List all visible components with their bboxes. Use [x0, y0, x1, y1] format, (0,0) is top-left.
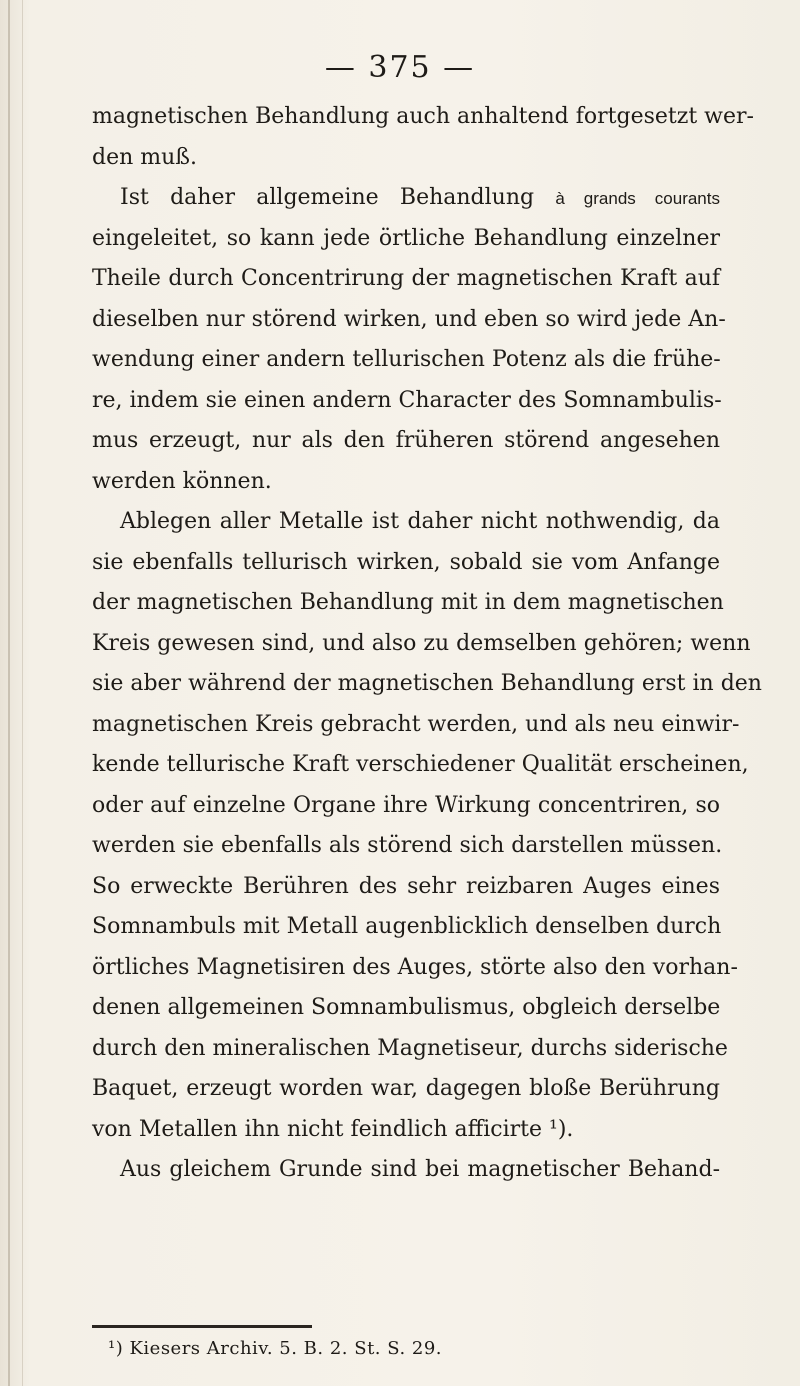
text-line: denen allgemeinen Somnambulismus, obgleich derselbe [92, 995, 721, 1020]
text-line: den muß. [92, 144, 197, 170]
body-text [92, 97, 762, 1191]
paragraph-start-line: Aus gleichem Grunde sind bei magnetischer Behand- [120, 1157, 720, 1182]
text-line: magnetischen Kreis gebracht werden, und als neu einwir- [92, 711, 740, 737]
text-line: örtliches Magnetisiren des Auges, störte also den vorhan- [92, 954, 738, 980]
text-line: dieselben nur störend wirken, und eben so wird jede An- [92, 306, 726, 332]
text-line: von Metallen ihn nicht feindlich afficirte ¹). [92, 1116, 574, 1142]
text-line: der magnetischen Behandlung mit in dem magnetischen [92, 590, 724, 615]
text-line: So erweckte Berühren des sehr reizbaren Auges eines [92, 873, 720, 899]
text-line: werden sie ebenfalls als störend sich darstellen müssen. [92, 833, 723, 858]
text-line: Somnambuls mit Metall augenblicklich denselben durch [92, 914, 722, 939]
text-line: Kreis gewesen sind, und also zu demselben gehören; wenn [92, 630, 751, 656]
text-line: durch den mineralischen Magnetiseur, durchs siderische [92, 1035, 728, 1061]
text-line: mus erzeugt, nur als den früheren störend angesehen [92, 428, 720, 453]
text-line: sie aber während der magnetischen Behandlung erst in den [92, 671, 762, 696]
footnote: ¹) Kiesers Archiv. 5. B. 2. St. S. 29. [108, 1338, 443, 1359]
text-line: wendung einer andern tellurischen Potenz als die frühe- [92, 347, 721, 372]
text-line: magnetischen Behandlung auch anhaltend fortgesetzt wer- [92, 104, 754, 129]
text-line: kende tellurische Kraft verschiedener Qualität erscheinen, [92, 752, 749, 777]
text-line: Theile durch Concentrirung der magnetischen Kraft auf [92, 266, 720, 291]
paragraph-start-line: Ist daher allgemeine Behandlung à grands courants [120, 185, 720, 210]
text-line: werden können. [92, 468, 272, 494]
binding-edge-inner [22, 0, 23, 1386]
text-line: oder auf einzelne Organe ihre Wirkung concentriren, so [92, 792, 720, 818]
latin-phrase: à grands courants [555, 189, 720, 208]
footnote-rule [92, 1325, 312, 1328]
binding-edge [8, 0, 10, 1386]
text-line: sie ebenfalls tellurisch wirken, sobald sie vom Anfange [92, 549, 720, 575]
paragraph-start-line: Ablegen aller Metalle ist daher nicht nothwendig, da [120, 509, 720, 534]
text-line: Baquet, erzeugt worden war, dagegen bloße Berührung [92, 1076, 720, 1101]
text-line: eingeleitet, so kann jede örtliche Behandlung einzelner [92, 225, 720, 251]
page-number: — 375 — [324, 50, 476, 85]
text-line: re, indem sie einen andern Character des Somnambulis- [92, 387, 722, 413]
